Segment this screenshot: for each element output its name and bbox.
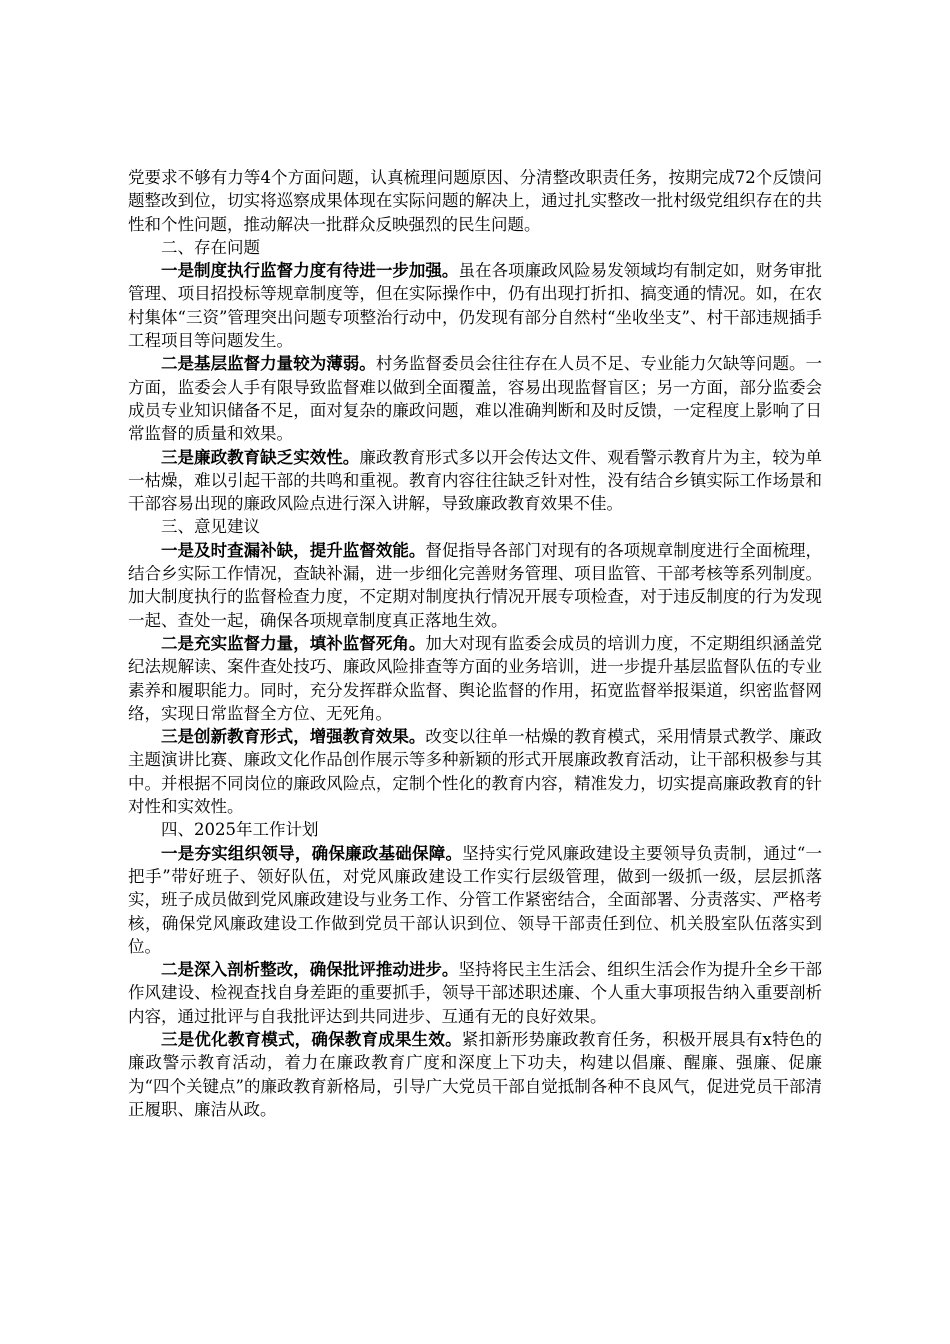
paragraph [128, 1028, 822, 1121]
paragraph-lead: 二是充实监督力量，填补监督死角。 [161, 633, 426, 653]
paragraph-lead: 一是及时查漏补缺，提升监督效能。 [161, 540, 426, 560]
paragraph [128, 539, 822, 632]
paragraph [128, 958, 822, 1028]
paragraph-lead: 三是优化教育模式，确保教育成果生效。 [161, 1029, 462, 1049]
intro-paragraph: 党要求不够有力等4个方面问题，认真梳理问题原因、分清整改职责任务，按期完成72个反馈问题整改到位，切实将巡察成果体现在实际问题的解决上，通过扎实整改一批村级党组织存在的共性和个性问题，推动解决一批群众反映强烈的民生问题。 [128, 168, 822, 234]
paragraph-lead: 三是创新教育形式，增强教育效果。 [161, 727, 426, 747]
paragraph-text: 督促指导各部门对现有的各项规章制度进行全面梳理，结合乡实际工作情况，查缺补漏，进一步细化完善财务管理、项目监管、干部考核等系列制度。加大制度执行的监督检查力度，不定期对制度执行情况开展专项检查，对于违反制度的行为发现一起、查处一起，确保各项规章制度真正落地生效。 [128, 540, 823, 630]
document-body [128, 166, 822, 1121]
paragraph [128, 352, 822, 445]
paragraph [128, 632, 822, 725]
paragraph-text: 村务监督委员会往往存在人员不足、专业能力欠缺等问题。一方面，监委会人手有限导致监督难以做到全面覆盖，容易出现监督盲区；另一方面，部分监委会成员专业知识储备不足，面对复杂的廉政问题，难以准确判断和及时反馈，一定程度上影响了日常监督的质量和效果。 [128, 354, 823, 444]
paragraph-lead: 一是夯实组织领导，确保廉政基础保障。 [161, 843, 463, 863]
paragraph-text: 加大对现有监委会成员的培训力度，不定期组织涵盖党纪法规解读、案件查处技巧、廉政风险排查等方面的业务培训，进一步提升基层监督队伍的专业素养和履职能力。同时，充分发挥群众监督、舆论监督的作用，拓宽监督举报渠道，织密监督网络，实现日常监督全方位、无死角。 [128, 633, 823, 723]
paragraph-text: 坚持实行党风廉政建设主要领导负责制，通过“一把手”带好班子、领好队伍，对党风廉政建设工作实行层级管理，做到一级抓一级，层层抓落实，班子成员做到党风廉政建设与业务工作、分管工作紧密结合，全面部署、分责落实、严格考核，确保党风廉政建设工作做到党员干部认识到位、领导干部责任到位、机关股室队伍落实到位。 [128, 843, 823, 956]
paragraph-lead: 一是制度执行监督力度有待进一步加强。 [161, 261, 459, 281]
paragraph [128, 725, 822, 818]
section-heading-plan: 四、2025年工作计划 [161, 820, 319, 840]
paragraph [128, 446, 822, 516]
section-heading-problems: 二、存在问题 [161, 237, 260, 257]
paragraph-text: 坚持将民主生活会、组织生活会作为提升全乡干部作风建设、检视查找自身差距的重要抓手，领导干部述职述廉、个人重大事项报告纳入重要剖析内容，通过批评与自我批评达到共同进步、互通有无的良好效果。 [128, 960, 823, 1026]
paragraph [128, 842, 822, 958]
paragraph-lead: 二是基层监督力量较为薄弱。 [161, 354, 376, 374]
paragraph-text: 改变以往单一枯燥的教育模式，采用情景式教学、廉政主题演讲比赛、廉政文化作品创作展示等多种新颖的形式开展廉政教育活动，让干部积极参与其中。并根据不同岗位的廉政风险点，定制个性化的教育内容，精准发力，切实提高廉政教育的针对性和实效性。 [128, 727, 823, 817]
paragraph-text: 紧扣新形势廉政教育任务，积极开展具有x特色的廉政警示教育活动，着力在廉政教育广度和深度上下功夫，构建以倡廉、醒廉、强廉、促廉为“四个关键点”的廉政教育新格局，引导广大党员干部自觉抵制各种不良风气，促进党员干部清正履职、廉洁从政。 [128, 1029, 822, 1119]
paragraph-lead: 三是廉政教育缺乏实效性。 [161, 447, 360, 467]
paragraph-text: 廉政教育形式多以开会传达文件、观看警示教育片为主，较为单一枯燥，难以引起干部的共鸣和重视。教育内容往往缺乏针对性，没有结合乡镇实际工作场景和干部容易出现的廉政风险点进行深入讲解，导致廉政教育效果不佳。 [128, 447, 823, 514]
section-heading-suggestions: 三、意见建议 [161, 517, 260, 537]
paragraph [128, 259, 822, 352]
paragraph-text: 虽在各项廉政风险易发领域均有制定如，财务审批管理、项目招投标等规章制度等，但在实际操作中，仍有出现打折扣、搞变通的情况。如，在农村集体“三资”管理突出问题专项整治行动中，仍发现有部分自然村“坐收坐支”、村干部违规插手工程项目等问题发生。 [128, 261, 823, 351]
paragraph-lead: 二是深入剖析整改，确保批评推动进步。 [161, 960, 459, 980]
